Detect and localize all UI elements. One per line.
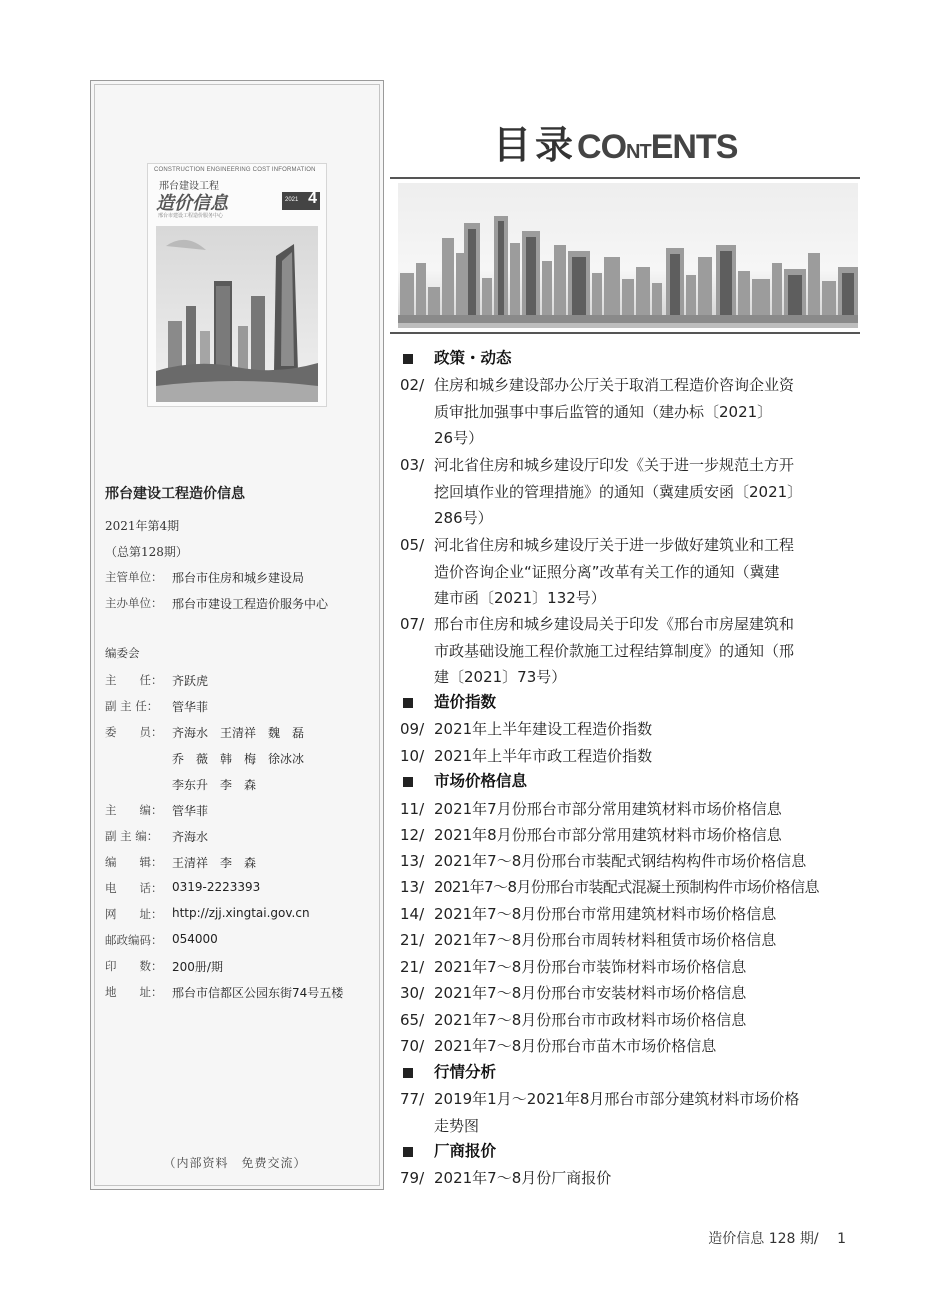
square-bullet-icon xyxy=(403,698,413,708)
toc-line: 质审批加强事中事后监管的通知（建办标〔2021〕 xyxy=(434,402,773,421)
toc-entry-text xyxy=(434,1086,840,1139)
total-issue: （总第128期） xyxy=(105,545,188,559)
info-value: 200册/期 xyxy=(172,960,223,974)
contents-title-en-part: ENTS xyxy=(650,128,738,166)
contents-title-en-part: NT xyxy=(626,141,651,163)
toc-entry-text xyxy=(434,452,840,532)
toc-line: 造价咨询企业“证照分离”改革有关工作的通知（冀建 xyxy=(434,562,780,581)
info-label: 主 任： xyxy=(105,673,163,687)
toc-line: 2021年7～8月份厂商报价 xyxy=(434,1169,612,1187)
toc-page-number: 65/ xyxy=(400,1011,425,1029)
toc-line: 市政基础设施工程价款施工过程结算制度》的通知（邢 xyxy=(434,641,795,660)
info-label: 电 话： xyxy=(105,881,163,895)
toc-entry-text xyxy=(434,1165,840,1192)
toc-page-number: 05/ xyxy=(400,536,425,554)
toc-line: 河北省住房和城乡建设厅关于进一步做好建筑业和工程 xyxy=(434,536,795,554)
toc-entry-text xyxy=(434,372,840,452)
toc-line: 2021年7～8月份邢台市周转材料租赁市场价格信息 xyxy=(434,931,777,949)
contents-title-cn: 目录 xyxy=(493,122,578,167)
toc-page-number: 11/ xyxy=(400,800,425,818)
info-value: 管华菲 xyxy=(172,804,209,818)
toc-line: 26号） xyxy=(434,429,484,447)
square-bullet-icon xyxy=(403,777,413,787)
toc-entry-text xyxy=(434,743,840,770)
contents-title-en-part: CO xyxy=(577,128,627,166)
toc-page-number: 13/ xyxy=(400,878,425,896)
info-value: 乔 薇 韩 梅 徐冰冰 xyxy=(172,752,305,766)
section-title: 造价指数 xyxy=(434,693,497,711)
info-value: 李东升 李 森 xyxy=(172,778,257,792)
toc-entry-text xyxy=(434,954,840,981)
cover-issue-number: 4 xyxy=(308,190,317,207)
contents-title-en xyxy=(577,128,737,166)
toc-page-number: 03/ xyxy=(400,456,425,474)
toc-entry-text xyxy=(434,848,840,875)
toc-entry-text xyxy=(434,901,840,928)
toc-line: 住房和城乡建设部办公厅关于取消工程造价咨询企业资 xyxy=(434,376,795,394)
toc-entry-text xyxy=(434,796,840,823)
divider-rule xyxy=(390,332,860,334)
info-value: http://zjj.xingtai.gov.cn xyxy=(172,906,310,920)
info-label: 委 员： xyxy=(105,725,163,739)
toc-line: 2019年1月～2021年8月邢台市部分建筑材料市场价格 xyxy=(434,1090,800,1108)
toc-line: 挖回填作业的管理措施》的通知（冀建质安函〔2021〕 xyxy=(434,482,803,501)
toc-page-number: 77/ xyxy=(400,1090,425,1108)
toc-page-number: 09/ xyxy=(400,720,425,738)
info-label: 网 址： xyxy=(105,907,163,921)
contents-heading xyxy=(493,114,737,169)
footer-note: （内部资料 免费交流） xyxy=(163,1156,307,1170)
toc-page-number: 12/ xyxy=(400,826,425,844)
toc-line: 2021年8月份邢台市部分常用建筑材料市场价格信息 xyxy=(434,826,782,844)
info-value: 齐海水 xyxy=(172,830,209,844)
toc-page-number: 21/ xyxy=(400,958,425,976)
toc-line: 邢台市住房和城乡建设局关于印发《邢台市房屋建筑和 xyxy=(434,615,795,633)
toc-page-number: 30/ xyxy=(400,984,425,1002)
toc-entry-text xyxy=(434,1033,840,1060)
section-title: 市场价格信息 xyxy=(434,772,528,790)
divider-rule xyxy=(390,177,860,179)
toc-page-number: 02/ xyxy=(400,376,425,394)
toc-line: 2021年7～8月份邢台市苗木市场价格信息 xyxy=(434,1037,717,1055)
toc-entry-text xyxy=(434,822,840,849)
toc-page-number: 10/ xyxy=(400,747,425,765)
toc-line: 建〔2021〕73号） xyxy=(434,668,567,686)
toc-entry-text xyxy=(434,927,840,954)
toc-entry-text xyxy=(434,611,840,691)
toc-line: 2021年上半年市政工程造价指数 xyxy=(434,747,653,765)
info-value: 齐海水 王清祥 魏 磊 xyxy=(172,726,305,740)
info-label: 主办单位： xyxy=(105,596,163,610)
info-label: 印 数： xyxy=(105,959,163,973)
info-label: 副 主 任： xyxy=(105,699,159,713)
toc-page-number: 07/ xyxy=(400,615,425,633)
section-title: 政策・动态 xyxy=(434,349,512,367)
info-label: 邮政编码： xyxy=(105,933,163,947)
toc-entry-text xyxy=(434,1007,840,1034)
info-value: 邢台市建设工程造价服务中心 xyxy=(172,597,329,611)
toc-entry-text xyxy=(434,980,840,1007)
cover-english-title: CONSTRUCTION ENGINEERING COST INFORMATION xyxy=(154,167,316,173)
square-bullet-icon xyxy=(403,1147,413,1157)
toc-line: 2021年7～8月份邢台市装饰材料市场价格信息 xyxy=(434,958,747,976)
info-value: 0319-2223393 xyxy=(172,880,261,894)
info-label: 编 辑： xyxy=(105,855,163,869)
info-value: 054000 xyxy=(172,932,218,946)
toc-line: 2021年上半年建设工程造价指数 xyxy=(434,720,653,738)
toc-entry-text xyxy=(434,716,840,743)
cover-title-line1: 邢台建设工程 xyxy=(159,181,219,192)
cover-issue-year: 2021 xyxy=(285,197,299,203)
toc-line: 走势图 xyxy=(434,1116,480,1135)
issue-number: 2021年第4期 xyxy=(105,519,180,533)
cover-city-image xyxy=(156,226,318,402)
toc-page-number: 13/ xyxy=(400,852,425,870)
toc-line: 2021年7～8月份邢台市装配式钢结构构件市场价格信息 xyxy=(434,852,807,870)
square-bullet-icon xyxy=(403,354,413,364)
toc-line: 286号） xyxy=(434,509,493,527)
toc-line: 2021年7月份邢台市部分常用建筑材料市场价格信息 xyxy=(434,800,782,818)
toc-entry-text xyxy=(434,532,840,612)
info-label: 地 址： xyxy=(105,985,163,999)
toc-entry-text xyxy=(434,874,840,901)
cover-subtitle: 邢台市建设工程造价服务中心 xyxy=(158,213,224,219)
info-label: 副 主 编： xyxy=(105,829,159,843)
toc-page-number: 14/ xyxy=(400,905,425,923)
info-value: 邢台市住房和城乡建设局 xyxy=(172,571,305,585)
info-value: 邢台市信都区公园东街74号五楼 xyxy=(172,986,344,1000)
page-footer: 造价信息 128 期/ 1 xyxy=(708,1231,846,1247)
cover-title-line2: 造价信息 xyxy=(156,193,228,214)
toc-line: 河北省住房和城乡建设厅印发《关于进一步规范土方开 xyxy=(434,456,795,474)
square-bullet-icon xyxy=(403,1068,413,1078)
toc-line: 2021年7～8月份邢台市常用建筑材料市场价格信息 xyxy=(434,905,777,923)
toc-line: 2021年7～8月份邢台市装配式混凝土预制构件市场价格信息 xyxy=(434,878,819,896)
skyline-banner-image xyxy=(398,183,858,328)
publication-title: 邢台建设工程造价信息 xyxy=(105,486,245,502)
committee-label: 编委会 xyxy=(105,646,140,660)
info-label: 主 编： xyxy=(105,803,163,817)
toc-page-number: 79/ xyxy=(400,1169,425,1187)
info-label: 主管单位： xyxy=(105,570,163,584)
toc-line: 2021年7～8月份邢台市市政材料市场价格信息 xyxy=(434,1011,747,1029)
info-value: 管华菲 xyxy=(172,700,209,714)
cover-thumbnail xyxy=(147,163,327,407)
toc-line: 建市函〔2021〕132号） xyxy=(434,589,606,607)
info-value: 齐跃虎 xyxy=(172,674,209,688)
info-value: 王清祥 李 森 xyxy=(172,856,257,870)
left-info-panel xyxy=(90,80,384,1190)
section-title: 厂商报价 xyxy=(434,1142,497,1160)
toc-page-number: 21/ xyxy=(400,931,425,949)
cover-issue-badge xyxy=(282,192,320,210)
section-title: 行情分析 xyxy=(434,1063,497,1081)
toc-page-number: 70/ xyxy=(400,1037,425,1055)
toc-line: 2021年7～8月份邢台市安装材料市场价格信息 xyxy=(434,984,747,1002)
